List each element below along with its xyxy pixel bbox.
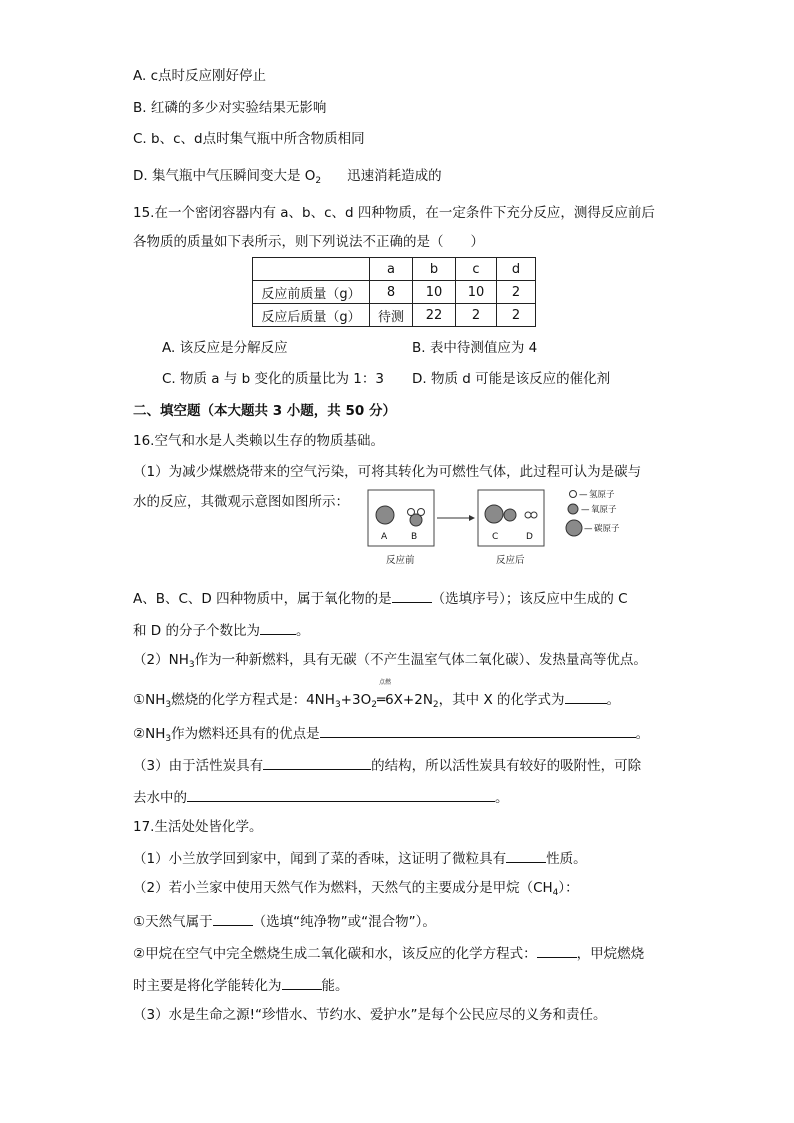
text: （1）小兰放学回到家中，闻到了菜的香味，这证明了微粒具有 (133, 851, 507, 867)
subscript: 2 (371, 700, 377, 710)
text: +3O (340, 692, 372, 708)
text: 。 (295, 623, 310, 639)
q16-part3-line2 (133, 787, 509, 807)
q15-table (252, 257, 536, 327)
table-cell: 反应后质量（g） (253, 304, 370, 327)
table-cell: 10 (456, 281, 497, 304)
legend-carbon-icon (566, 520, 582, 536)
q15-option-c: C. 物质 a 与 b 变化的质量比为 1：3 (162, 371, 384, 387)
text: ①天然气属于 (133, 914, 213, 930)
subscript: 2 (432, 700, 439, 710)
q16-equation-line (133, 689, 620, 709)
hydrogen-atom (531, 512, 537, 518)
hydrogen-atom (418, 509, 425, 516)
legend-oxygen-icon (568, 504, 578, 514)
table-header-row (253, 258, 536, 281)
table-cell: 待测 (370, 304, 413, 327)
table-cell: 2 (456, 304, 497, 327)
table-cell: 反应前质量（g） (253, 281, 370, 304)
reaction-arrow-head (469, 515, 475, 521)
q14-option-d-post: 迅速消耗造成的 (347, 168, 442, 184)
label-b: B (411, 532, 418, 542)
q16-question-line2 (133, 620, 309, 640)
section-title: 二、填空题（本大题共 3 小题，共 50 分） (133, 403, 396, 419)
q16-question-line1 (133, 588, 628, 608)
text: ②NH (133, 726, 166, 742)
q15-stem-line1: 15.在一个密闭容器内有 a、b、c、d 四种物质，在一定条件下充分反应，测得反应前后 (133, 205, 655, 221)
answer-blank[interactable] (260, 620, 296, 635)
answer-blank[interactable] (506, 848, 546, 863)
subscript: 3 (165, 700, 172, 710)
text: 性质。 (546, 851, 587, 867)
subscript: 4 (552, 888, 559, 898)
caption-before: 反应前 (386, 555, 415, 566)
text: 和 D 的分子个数比为 (133, 623, 260, 639)
q14-option-a: A. c点时反应刚好停止 (133, 68, 267, 84)
table-cell (253, 258, 370, 281)
table-cell: a (370, 258, 413, 281)
legend-carbon: 碳原子 (594, 524, 620, 534)
table-cell: 22 (413, 304, 456, 327)
q16-part3-line1 (133, 755, 641, 775)
answer-blank[interactable] (565, 689, 607, 704)
text: （3）由于活性炭具有 (133, 758, 264, 774)
table-cell: 10 (413, 281, 456, 304)
q17-part2 (133, 879, 579, 897)
hydrogen-atom (525, 512, 531, 518)
table-row (253, 304, 536, 327)
text: 作为燃料还具有的优点是 (171, 726, 320, 742)
q14-option-d (133, 167, 442, 185)
q17-stem: 17.生活处处皆化学。 (133, 819, 263, 835)
text: 。 (635, 726, 650, 742)
legend-dash: — (579, 490, 588, 500)
subscript: 3 (188, 660, 195, 670)
q15-stem-line2: 各物质的质量如下表所示，则下列说法不正确的是（ ） (133, 234, 484, 250)
answer-blank[interactable] (213, 911, 253, 926)
answer-blank[interactable] (187, 787, 495, 802)
q15-option-a: A. 该反应是分解反应 (162, 340, 288, 356)
table-cell: 2 (497, 281, 536, 304)
text: 6X+2N (385, 692, 433, 708)
q14-option-d-pre: D. 集气瓶中气压瞬间变大是 O (133, 168, 316, 184)
q16-part1-line2: 水的反应，其微观示意图如图所示： (133, 494, 349, 510)
caption-after: 反应后 (496, 555, 525, 566)
legend-dash: — (581, 505, 590, 515)
text: （选填序号）；该反应中生成的 C (431, 591, 628, 607)
text: 时主要是将化学能转化为 (133, 978, 282, 994)
carbon-atom (485, 505, 503, 523)
legend-hydrogen-icon (570, 491, 577, 498)
text: 作为一种新燃料，具有无碳（不产生温室气体二氧化碳）、发热量高等优点。 (194, 652, 647, 668)
carbon-atom (376, 506, 394, 524)
q16-part2 (133, 651, 647, 669)
text: 。 (495, 790, 509, 806)
text: 去水中的 (133, 790, 187, 806)
q14-option-b: B. 红磷的多少对实验结果无影响 (133, 100, 327, 116)
text: （2）若小兰家中使用天然气作为燃料，天然气的主要成分是甲烷（CH (133, 880, 553, 896)
label-c: C (492, 532, 499, 542)
text: A、B、C、D 四种物质中，属于氧化物的是 (133, 591, 392, 607)
text: ，其中 X 的化学式为 (438, 692, 565, 708)
table-cell: c (456, 258, 497, 281)
equals-sign: ═ (376, 692, 386, 708)
q17-sub2-line2 (133, 975, 349, 995)
reaction-condition: 点燃 (379, 679, 392, 686)
text: 。 (606, 692, 620, 708)
text: ）： (558, 880, 579, 896)
text: 能。 (321, 978, 349, 994)
subscript: 3 (334, 700, 341, 710)
hydrogen-atom (408, 509, 415, 516)
table-cell: d (497, 258, 536, 281)
answer-blank[interactable] (537, 943, 577, 958)
q16-stem: 16.空气和水是人类赖以生存的物质基础。 (133, 433, 384, 449)
legend-hydrogen: 氢原子 (589, 490, 615, 500)
legend-dash: — (584, 524, 593, 534)
table-cell: b (413, 258, 456, 281)
oxygen-atom (504, 509, 516, 521)
q17-part3: （3）水是生命之源!“珍惜水、节约水、爱护水”是每个公民应尽的义务和责任。 (133, 1007, 607, 1023)
label-d: D (526, 532, 533, 542)
text: （2）NH (133, 652, 189, 668)
text: ，甲烷燃烧 (576, 946, 645, 962)
text: 燃烧的化学方程式是：4NH (171, 692, 335, 708)
legend-oxygen: 氧原子 (591, 505, 617, 515)
q14-option-c: C. b、c、d点时集气瓶中所含物质相同 (133, 131, 365, 147)
subscript: 3 (165, 734, 172, 744)
answer-blank[interactable] (320, 723, 636, 738)
q16-advantage-line (133, 723, 649, 743)
text: （选填“纯净物”或“混合物”）。 (252, 914, 436, 930)
q17-sub2-line1 (133, 943, 644, 963)
answer-blank[interactable] (392, 588, 432, 603)
q15-option-d: D. 物质 d 可能是该反应的催化剂 (412, 371, 611, 387)
text: ②甲烷在空气中完全燃烧生成二氧化碳和水，该反应的化学方程式： (133, 946, 537, 962)
q17-sub1 (133, 911, 436, 931)
q16-part1-line1: （1）为减少煤燃烧带来的空气污染，可将其转化为可燃性气体，此过程可认为是碳与 (133, 464, 642, 480)
q15-option-b: B. 表中待测值应为 4 (412, 340, 538, 356)
text: 的结构，所以活性炭具有较好的吸附性，可除 (371, 758, 642, 774)
q17-part1 (133, 848, 587, 868)
table-cell: 8 (370, 281, 413, 304)
answer-blank[interactable] (263, 755, 371, 770)
subscript: 2 (315, 176, 322, 186)
label-a: A (381, 532, 388, 542)
answer-blank[interactable] (282, 975, 322, 990)
table-row (253, 281, 536, 304)
reaction-microscopic-diagram (362, 487, 634, 569)
table-cell: 2 (497, 304, 536, 327)
text: ①NH (133, 692, 166, 708)
